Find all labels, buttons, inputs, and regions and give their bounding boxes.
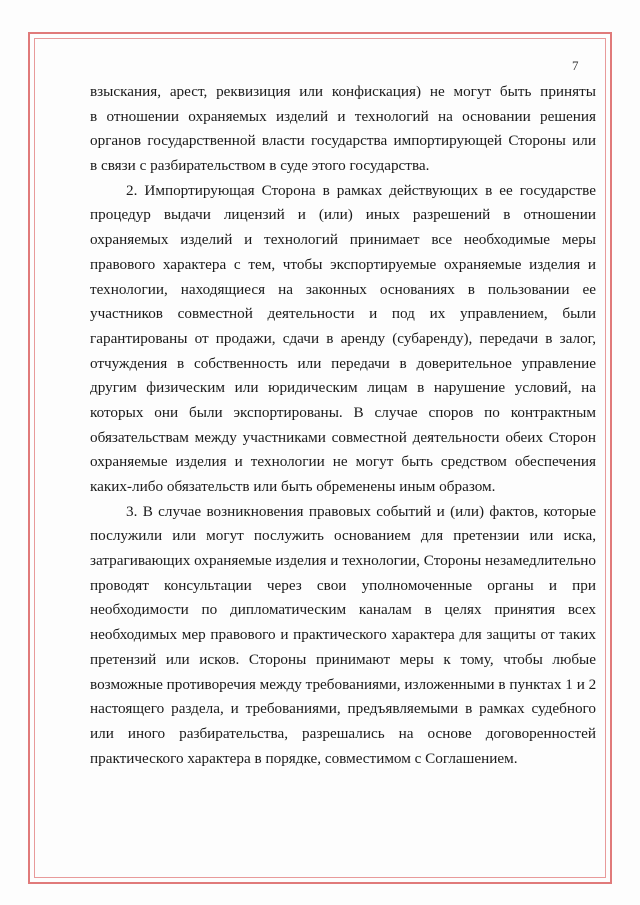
text-line: необходимости по дипломатическим каналам в целях принятия всех	[90, 601, 596, 619]
text-line: каких-либо обязательств или быть обременены иным образом.	[90, 478, 496, 495]
text-line: охраняемых изделий и технологий принимает все необходимые меры	[90, 231, 596, 249]
text-line: необходимых мер правового и практического характера для защиты от таких	[90, 626, 596, 644]
text-line: возможные противоречия между требованиями, изложенными в пунктах 1 и 2	[90, 675, 597, 693]
text-line: отчуждения в собственность или передачи в доверительное управление	[90, 354, 596, 372]
text-line: охраняемые изделия и технологии не могут быть средством обеспечения	[90, 453, 596, 471]
text-line: которых они были экспортированы. В случае споров по контрактным	[90, 403, 596, 421]
document-body	[90, 80, 596, 771]
text-line: практического характера в порядке, совместимом с Соглашением.	[90, 749, 518, 767]
text-line: в отношении охраняемых изделий и технологий на основании решения	[90, 107, 596, 125]
text-line: обязательствам между участниками совместной деятельности обеих Сторон	[90, 428, 596, 446]
text-line: 2. Импортирующая Сторона в рамках действующих в ее государстве	[126, 181, 596, 199]
text-line: правового характера с тем, чтобы экспортируемые охраняемые изделия и	[90, 255, 596, 273]
text-line: в связи с разбирательством в суде этого государства.	[90, 157, 430, 175]
text-line: затрагивающих охраняемые изделия и технологии, Стороны незамедлительно	[90, 552, 597, 570]
text-line: технологии, находящиеся на законных основаниях в пользовании ее	[90, 280, 596, 298]
text-line: участников совместной деятельности и под их управлением, были	[90, 305, 596, 323]
text-line: проводят консультации через свои уполномоченные органы и при	[90, 576, 596, 594]
text-line: взыскания, арест, реквизиция или конфискация) не могут быть приняты	[90, 83, 596, 100]
paragraph	[90, 500, 596, 772]
text-line: настоящего раздела, и требованиями, предъявляемыми в рамках судебного	[90, 700, 596, 718]
text-line: другим физическим или юридическим лицам в нарушение условий, на	[90, 379, 596, 397]
paragraph	[90, 179, 596, 500]
text-line: претензий или исков. Стороны принимают меры к тому, чтобы любые	[90, 650, 596, 668]
text-line: 3. В случае возникновения правовых событий и (или) фактов, которые	[126, 502, 596, 520]
page-number: 7	[572, 58, 579, 73]
text-line: процедур выдачи лицензий и (или) иных разрешений в отношении	[90, 206, 596, 224]
paragraph	[90, 80, 596, 179]
text-line: гарантированы от продажи, сдачи в аренду (субаренду), передачи в залог,	[90, 329, 596, 347]
text-line: органов государственной власти государства импортирующей Стороны или	[90, 132, 596, 150]
text-line: или иного разбирательства, разрешались на основе договоренностей	[90, 724, 596, 742]
text-line: послужили или могут послужить основанием для претензии или иска,	[90, 527, 596, 545]
